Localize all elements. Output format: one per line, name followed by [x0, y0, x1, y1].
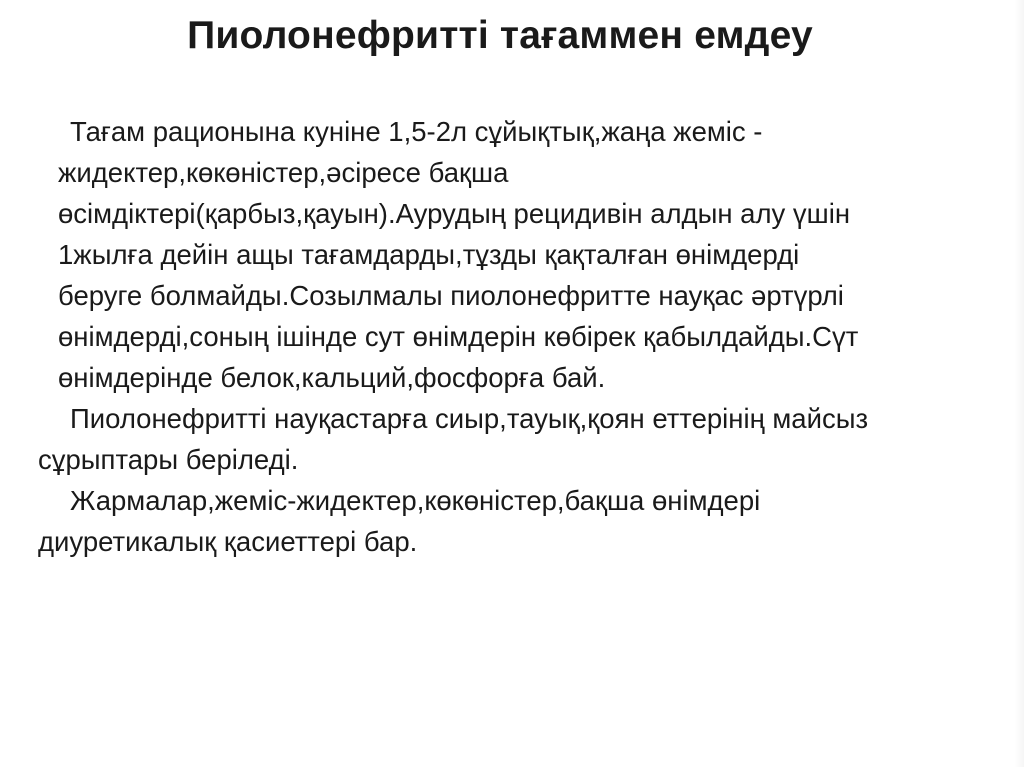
body-line: беруге болмайды.Созылмалы пиолонефритте науқас әртүрлі [58, 280, 844, 311]
body-line: өсімдіктері(қарбыз,қауын).Аурудың рецидивін алдын алу үшін [58, 198, 851, 229]
body-line: 1жылға дейін ащы тағамдарды,тұзды қақталған өнімдерді [58, 239, 800, 270]
body-line: өнімдерді,соның ішінде сут өнімдерін көбірек қабылдайды.Сүт [58, 321, 859, 352]
body-line: Жармалар,жеміс-жидектер,көкөністер,бақша өнімдері [70, 485, 761, 516]
body-line: сұрыптары беріледі. [38, 444, 299, 475]
body-line: диуретикалық қасиеттері бар. [38, 526, 418, 557]
slide-title: Пиолонефритті тағаммен емдеу [187, 14, 813, 57]
body-line: өнімдерінде белок,кальций,фосфорға бай. [58, 362, 606, 393]
body-line: Тағам рационына куніне 1,5-2л сұйықтық,жаңа жеміс - [70, 116, 763, 147]
body-line: жидектер,көкөністер,әсіресе бақша [58, 157, 509, 188]
body-line: Пиолонефритті науқастарға сиыр,тауық,қоян еттерінің майсыз [70, 403, 869, 434]
